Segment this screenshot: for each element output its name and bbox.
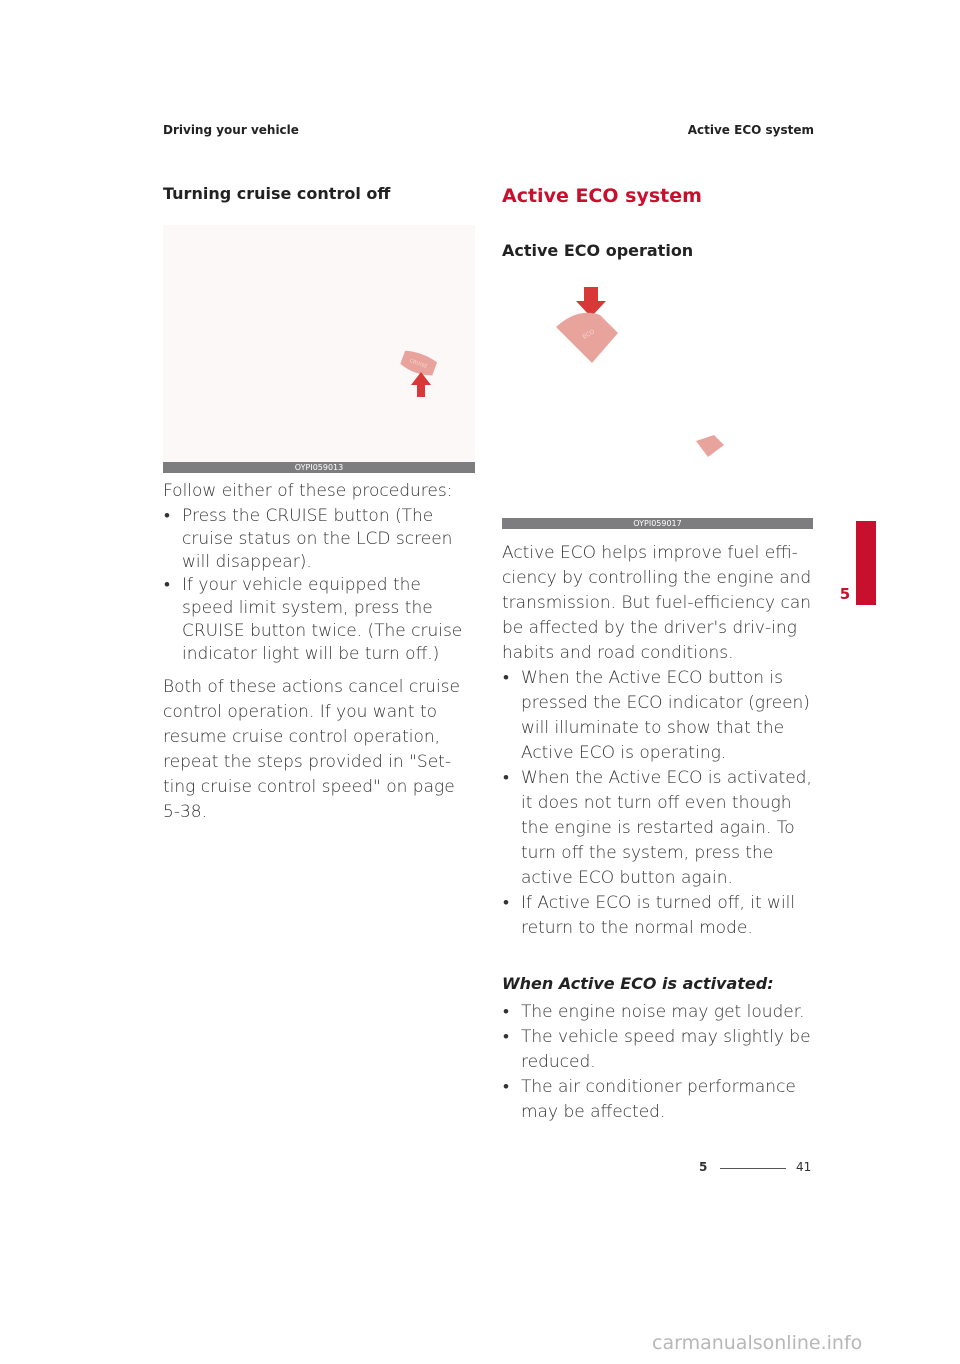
section-title-active-eco: Active ECO system	[502, 185, 702, 207]
chapter-tab-marker	[856, 521, 876, 605]
eco-indicator-icon	[696, 435, 724, 457]
figure-cruise-button	[163, 225, 475, 473]
running-header-left: Driving your vehicle	[163, 123, 299, 137]
activated-list	[502, 1000, 813, 1125]
list-item: • The air conditioner performance may be affected.	[502, 1075, 813, 1125]
eco-button-illustration	[502, 287, 813, 518]
cancel-paragraph: Both of these actions cancel cruise control operation. If you want to resume cruise control operation, repeat the steps provided in "Set-ting cruise control speed" on page 5-38.	[163, 677, 460, 822]
list-item: • If Active ECO is turned off, it will return to the normal mode.	[502, 891, 813, 941]
chapter-tab-number: 5	[839, 585, 851, 603]
running-header-right: Active ECO system	[687, 123, 814, 137]
right-body	[502, 541, 813, 1125]
figure-code: OYPI059017	[502, 518, 813, 529]
footer-divider	[720, 1168, 786, 1169]
footer-chapter-number: 5	[699, 1160, 708, 1174]
list-item: • When the Active ECO is activated, it does not turn off even though the engine is restarted again. To turn off the system, press the active ECO button again.	[502, 766, 813, 891]
arrow-up-icon	[411, 372, 431, 397]
list-item: • When the Active ECO button is pressed the ECO indicator (green) will illuminate to show that the Active ECO is operating.	[502, 666, 813, 766]
subheading-eco-operation: Active ECO operation	[502, 241, 694, 260]
list-item: • Press the CRUISE button (The cruise status on the LCD screen will disappear).	[163, 505, 475, 574]
subheading-when-activated: When Active ECO is activated:	[502, 974, 774, 993]
arrow-down-icon	[576, 287, 606, 317]
figure-code: OYPI059013	[163, 462, 475, 473]
list-item: • The engine noise may get louder.	[502, 1000, 813, 1025]
right-column	[502, 183, 813, 1125]
cruise-button-label: CRUISE	[408, 358, 429, 371]
left-body	[163, 479, 475, 825]
watermark: carmanualsonline.info	[652, 1332, 863, 1354]
cruise-button-shape	[399, 348, 438, 378]
eco-button-label: ECO	[581, 328, 597, 341]
cruise-button-illustration	[163, 225, 475, 462]
intro-text: Follow either of these procedures:	[163, 481, 453, 501]
list-item: • If your vehicle equipped the speed limit system, press the CRUISE button twice. (The cruise indicator light will be turn off.)	[163, 574, 475, 666]
eco-paragraph: Active ECO helps improve fuel effi-ciency by controlling the engine and transmission. But fuel-efficiency can be affected by the driver's driv-ing habits and road conditions.	[502, 543, 812, 663]
section-heading-cruise-off: Turning cruise control off	[163, 184, 391, 203]
left-column	[163, 183, 475, 825]
procedure-list	[163, 505, 475, 666]
list-item: • The vehicle speed may slightly be reduced.	[502, 1025, 813, 1075]
eco-list	[502, 666, 813, 941]
footer-page-number: 41	[796, 1160, 812, 1174]
figure-eco-button	[502, 287, 813, 529]
